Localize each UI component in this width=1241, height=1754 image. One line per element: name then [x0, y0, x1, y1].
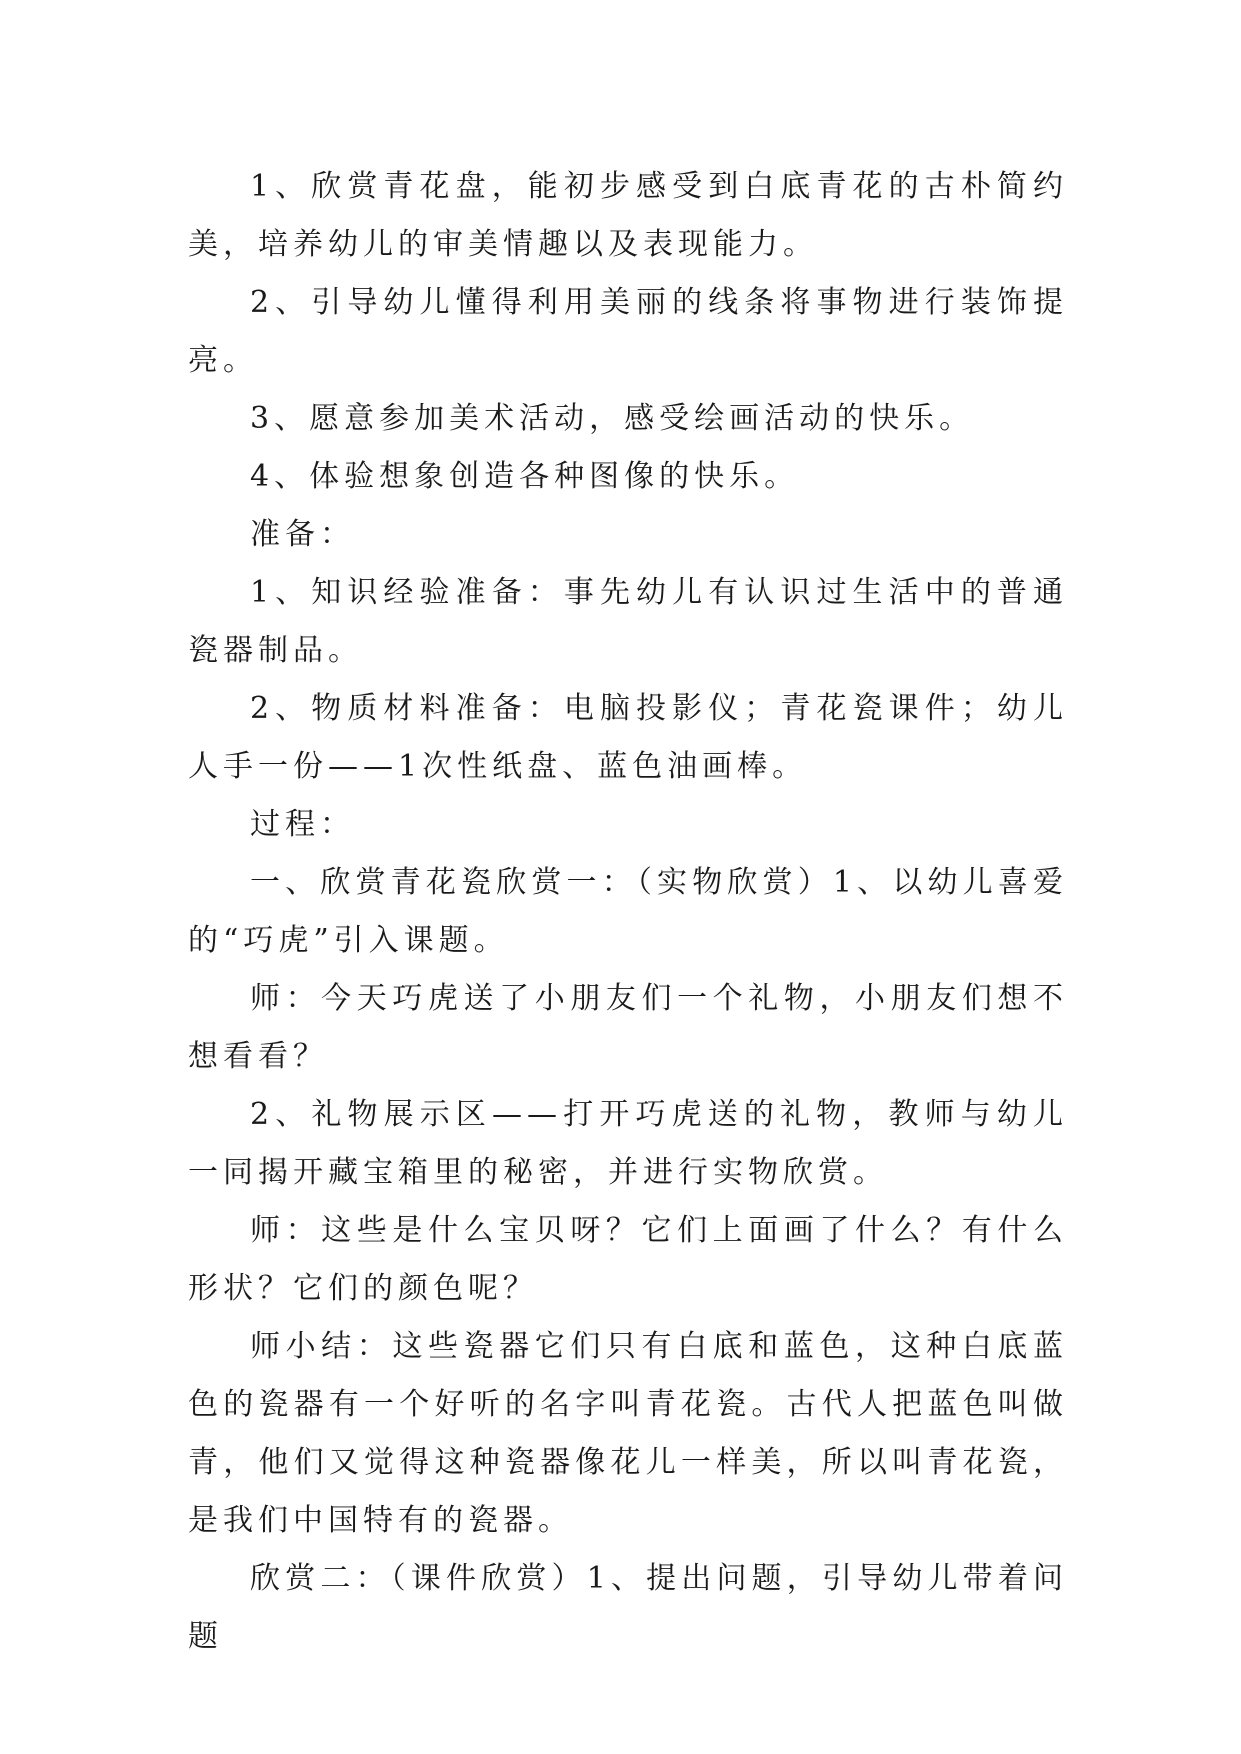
document-body: [188, 158, 1068, 1666]
section-heading-preparation: 准备：: [250, 517, 355, 552]
paragraph-teacher-question-1: 师：今天巧虎送了小朋友们一个礼物，小朋友们想不想看看？: [188, 981, 1068, 1074]
paragraph-prep-1: 1、知识经验准备：事先幼儿有认识过生活中的普通瓷器制品。: [188, 575, 1068, 668]
paragraph-goal-3: 3、愿意参加美术活动，感受绘画活动的快乐。: [250, 401, 975, 436]
paragraph-goal-2: 2、引导幼儿懂得利用美丽的线条将事物进行装饰提亮。: [188, 285, 1068, 378]
paragraph-appreciation-2: 欣赏二：（课件欣赏）1、提出问题，引导幼儿带着问题: [188, 1561, 1068, 1654]
paragraph-process-1: 一、欣赏青花瓷欣赏一：（实物欣赏）1、以幼儿喜爱的“巧虎”引入课题。: [188, 865, 1068, 958]
paragraph-process-2: 2、礼物展示区——打开巧虎送的礼物，教师与幼儿一同揭开藏宝箱里的秘密，并进行实物欣赏。: [188, 1097, 1068, 1190]
paragraph-teacher-question-2: 师：这些是什么宝贝呀？它们上面画了什么？有什么形状？它们的颜色呢？: [188, 1213, 1068, 1306]
paragraph-prep-2: 2、物质材料准备：电脑投影仪；青花瓷课件；幼儿人手一份——1次性纸盘、蓝色油画棒。: [188, 691, 1068, 784]
paragraph-goal-4: 4、体验想象创造各种图像的快乐。: [250, 459, 800, 494]
paragraph-goal-1: 1、欣赏青花盘，能初步感受到白底青花的古朴简约美，培养幼儿的审美情趣以及表现能力。: [188, 169, 1068, 262]
section-heading-process: 过程：: [250, 807, 355, 842]
paragraph-teacher-summary: 师小结：这些瓷器它们只有白底和蓝色，这种白底蓝色的瓷器有一个好听的名字叫青花瓷。古代人把蓝色叫做青，他们又觉得这种瓷器像花儿一样美，所以叫青花瓷，是我们中国特有的瓷器。: [188, 1329, 1068, 1538]
